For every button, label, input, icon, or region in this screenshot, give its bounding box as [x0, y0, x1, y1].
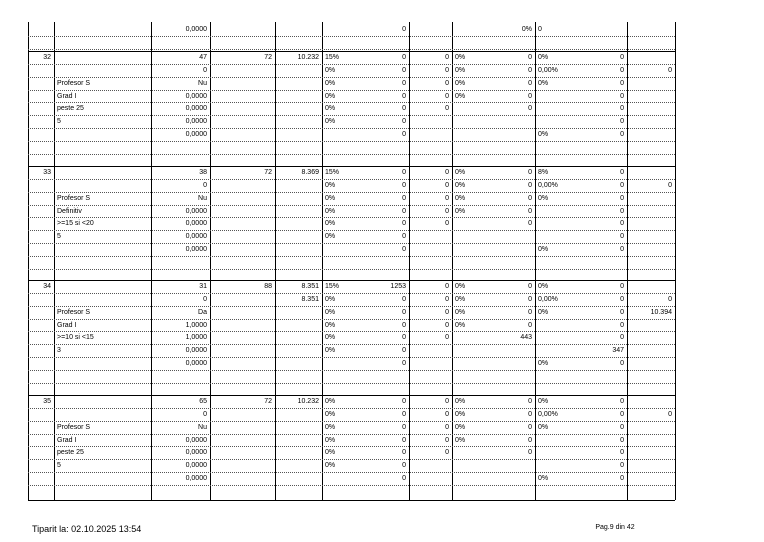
- table-cell: 0: [402, 308, 406, 316]
- table-cell: 0%: [538, 398, 549, 405]
- table-cell: 0,00%: [538, 181, 558, 189]
- table-cell: 0: [528, 321, 532, 329]
- table-cell: 0: [668, 181, 672, 189]
- column-divider: [627, 22, 628, 500]
- table-cell: 5: [57, 233, 61, 241]
- table-cell: 0: [620, 308, 624, 316]
- table-cell: 0%: [455, 169, 466, 176]
- table-cell: 31: [199, 283, 207, 290]
- row-separator: [28, 357, 675, 358]
- table-cell: 0: [620, 475, 624, 483]
- table-cell: 0: [402, 410, 406, 418]
- table-cell: 0%: [325, 410, 336, 418]
- table-cell: 72: [264, 398, 272, 405]
- table-cell: 0%: [325, 423, 336, 431]
- table-cell: 34: [43, 283, 51, 290]
- row-separator: [28, 408, 675, 409]
- table-cell: >=10 si <15: [57, 334, 94, 342]
- table-cell: 0: [528, 207, 532, 215]
- table-cell: 0%: [325, 436, 336, 444]
- table-cell: 0: [402, 436, 406, 444]
- table-cell: 0%: [325, 220, 336, 228]
- table-cell: 0: [528, 423, 532, 431]
- row-separator: [28, 331, 675, 332]
- table-cell: 8%: [538, 169, 549, 176]
- table-cell: Da: [198, 308, 207, 316]
- table-cell: 47: [199, 54, 207, 61]
- table-cell: 0: [445, 436, 449, 444]
- table-cell: 0: [402, 220, 406, 228]
- table-cell: 0%: [455, 54, 466, 61]
- row-separator: [28, 179, 675, 180]
- row-separator: [28, 154, 675, 155]
- table-cell: 0: [620, 334, 624, 342]
- table-cell: 0: [620, 131, 624, 139]
- row-separator: [28, 217, 675, 218]
- table-cell: 0: [528, 398, 532, 405]
- table-cell: 0: [620, 54, 624, 61]
- table-cell: 0: [445, 220, 449, 228]
- table-cell: 0%: [455, 181, 466, 189]
- table-cell: 15%: [325, 54, 340, 61]
- table-cell: 0: [445, 334, 449, 342]
- table-cell: 0%: [455, 283, 466, 290]
- table-cell: 5: [57, 118, 61, 126]
- table-cell: 0,00%: [538, 295, 558, 303]
- table-cell: Nu: [198, 79, 207, 87]
- table-cell: 0: [445, 92, 449, 100]
- table-cell: peste 25: [57, 105, 84, 113]
- table-cell: 0: [620, 220, 624, 228]
- table-cell: 0: [402, 66, 406, 74]
- table-cell: 0: [620, 410, 624, 418]
- row-separator: [28, 485, 675, 486]
- row-separator: [28, 306, 675, 307]
- row-separator: [28, 90, 675, 91]
- table-cell: 0: [445, 169, 449, 176]
- table-cell: 0: [620, 118, 624, 126]
- table-cell: 0%: [325, 118, 336, 126]
- table-cell: 10.232: [297, 54, 319, 61]
- table-cell: 0,00%: [538, 410, 558, 418]
- table-cell: 0%: [325, 321, 336, 329]
- group-border: [28, 166, 675, 167]
- row-separator: [28, 192, 675, 193]
- table-cell: 0: [528, 295, 532, 303]
- row-separator: [28, 49, 675, 50]
- table-cell: 0: [620, 283, 624, 290]
- table-cell: 0,0000: [185, 92, 207, 100]
- table-cell: 0: [528, 79, 532, 87]
- table-cell: 0: [402, 79, 406, 87]
- table-cell: 0: [402, 26, 406, 33]
- table-cell: 0: [445, 194, 449, 202]
- table-cell: 0: [528, 220, 532, 228]
- table-cell: 0: [445, 423, 449, 431]
- table-cell: 0: [402, 169, 406, 176]
- row-separator: [28, 293, 675, 294]
- table-cell: 0%: [455, 92, 466, 100]
- table-cell: 8.351: [301, 295, 319, 303]
- table-cell: 0%: [325, 66, 336, 74]
- table-cell: 0: [402, 398, 406, 405]
- row-separator: [28, 472, 675, 473]
- table-cell: 0: [402, 105, 406, 113]
- table-cell: 0%: [455, 66, 466, 74]
- table-cell: 0: [445, 207, 449, 215]
- table-cell: 0: [620, 246, 624, 254]
- table-cell: 0: [528, 283, 532, 290]
- table-cell: 0: [445, 181, 449, 189]
- group-border: [28, 51, 675, 52]
- table-cell: 0: [445, 105, 449, 113]
- table-cell: 15%: [325, 283, 340, 290]
- table-cell: 0%: [325, 308, 336, 316]
- table-cell: 0,0000: [185, 475, 207, 483]
- row-separator: [28, 141, 675, 142]
- table-cell: Nu: [198, 194, 207, 202]
- table-cell: 0: [620, 295, 624, 303]
- table-cell: 0: [402, 462, 406, 470]
- table-cell: 0: [620, 360, 624, 368]
- table-cell: 0: [620, 398, 624, 405]
- table-cell: 0,0000: [185, 436, 207, 444]
- table-cell: Definitiv: [57, 207, 82, 215]
- table-cell: 0,0000: [185, 26, 207, 33]
- table-cell: 0,0000: [185, 246, 207, 254]
- table-cell: 0: [402, 360, 406, 368]
- table-cell: 0%: [325, 462, 336, 470]
- column-divider: [54, 22, 55, 500]
- table-cell: 0%: [538, 360, 549, 368]
- table-cell: 0%: [455, 423, 466, 431]
- row-separator: [28, 64, 675, 65]
- table-cell: 0%: [325, 194, 336, 202]
- row-separator: [28, 205, 675, 206]
- table-cell: 0: [528, 105, 532, 113]
- column-divider: [409, 22, 410, 500]
- column-divider: [452, 22, 453, 500]
- table-cell: 3: [57, 347, 61, 355]
- table-cell: 10.394: [650, 308, 672, 316]
- table-cell: 65: [199, 398, 207, 405]
- table-cell: 0: [620, 207, 624, 215]
- column-divider: [535, 22, 536, 500]
- table-cell: 0: [203, 410, 207, 418]
- table-cell: 0: [528, 436, 532, 444]
- table-cell: 0: [620, 233, 624, 241]
- table-cell: 0,0000: [185, 207, 207, 215]
- table-cell: 0: [528, 169, 532, 176]
- table-cell: peste 25: [57, 449, 84, 457]
- table-cell: 0: [402, 246, 406, 254]
- table-cell: 0: [402, 92, 406, 100]
- table-cell: 72: [264, 169, 272, 176]
- table-cell: 0: [620, 449, 624, 457]
- table-cell: 1,0000: [185, 321, 207, 329]
- table-cell: 0: [445, 308, 449, 316]
- table-cell: 0%: [325, 79, 336, 87]
- column-divider: [322, 22, 323, 500]
- table-cell: 0: [402, 233, 406, 241]
- table-cell: 0%: [325, 207, 336, 215]
- table-cell: 0%: [521, 26, 532, 33]
- row-separator: [28, 230, 675, 231]
- table-cell: 0: [402, 347, 406, 355]
- table-cell: 15%: [325, 169, 340, 176]
- table-cell: 0: [528, 181, 532, 189]
- table-cell: 0%: [325, 449, 336, 457]
- table-cell: 0%: [455, 321, 466, 329]
- table-cell: 0: [203, 181, 207, 189]
- table-cell: 0: [445, 398, 449, 405]
- table-cell: 0: [445, 79, 449, 87]
- table-cell: 0%: [325, 105, 336, 113]
- table-cell: 0: [620, 79, 624, 87]
- row-separator: [28, 383, 675, 384]
- table-cell: 0,0000: [185, 105, 207, 113]
- table-cell: 347: [612, 347, 624, 355]
- table-cell: 0: [445, 283, 449, 290]
- table-cell: 10.232: [297, 398, 319, 405]
- table-cell: 0: [528, 54, 532, 61]
- table-cell: 0%: [538, 54, 549, 61]
- table-cell: 0: [620, 194, 624, 202]
- group-border: [28, 395, 675, 396]
- table-cell: Profesor S: [57, 308, 91, 316]
- table-cell: 0: [620, 92, 624, 100]
- table-cell: 0%: [538, 308, 549, 316]
- table-cell: Profesor S: [57, 194, 91, 202]
- table-cell: 0: [402, 475, 406, 483]
- table-cell: 0%: [455, 295, 466, 303]
- table-cell: 0: [668, 66, 672, 74]
- table-cell: 0: [620, 66, 624, 74]
- table-cell: 0: [203, 295, 207, 303]
- table-cell: 0: [402, 295, 406, 303]
- table-cell: Grad I: [57, 321, 77, 329]
- table-cell: 0: [620, 423, 624, 431]
- row-separator: [28, 269, 675, 270]
- row-separator: [28, 243, 675, 244]
- table-cell: 0: [528, 449, 532, 457]
- table-cell: 0%: [325, 295, 336, 303]
- table-cell: 8.351: [301, 283, 319, 290]
- table-cell: 0%: [538, 283, 549, 290]
- row-separator: [28, 459, 675, 460]
- table-cell: 0%: [325, 398, 336, 405]
- row-separator: [28, 256, 675, 257]
- column-divider: [275, 22, 276, 500]
- table-cell: 0: [528, 410, 532, 418]
- table-cell: 0: [445, 66, 449, 74]
- table-cell: 0%: [538, 79, 549, 87]
- table-cell: 0: [402, 131, 406, 139]
- table-cell: 0%: [325, 347, 336, 355]
- table-cell: 8.369: [301, 169, 319, 176]
- row-separator: [28, 115, 675, 116]
- table-cell: 0,0000: [185, 462, 207, 470]
- table-cell: 0%: [455, 436, 466, 444]
- row-separator: [28, 446, 675, 447]
- table-cell: 35: [43, 398, 51, 405]
- table-cell: 0: [402, 118, 406, 126]
- table-cell: 1253: [390, 283, 406, 290]
- table-cell: 0%: [455, 207, 466, 215]
- table-cell: 0: [620, 169, 624, 176]
- table-cell: 0,0000: [185, 360, 207, 368]
- table-cell: 0: [402, 207, 406, 215]
- table-cell: 0%: [538, 246, 549, 254]
- table-cell: 0%: [325, 334, 336, 342]
- row-separator: [28, 370, 675, 371]
- table-cell: 0%: [455, 398, 466, 405]
- table-cell: Profesor S: [57, 79, 91, 87]
- table-cell: 5: [57, 462, 61, 470]
- print-timestamp: Tiparit la: 02.10.2025 13:54: [32, 524, 142, 534]
- table-cell: 0%: [325, 181, 336, 189]
- table-cell: >=15 si <20: [57, 220, 94, 228]
- table-cell: 0: [445, 321, 449, 329]
- row-separator: [28, 344, 675, 345]
- table-cell: 0,0000: [185, 131, 207, 139]
- table-cell: 0: [620, 105, 624, 113]
- row-separator: [28, 434, 675, 435]
- row-separator: [28, 319, 675, 320]
- table-cell: 0: [402, 321, 406, 329]
- table-cell: 0: [402, 334, 406, 342]
- table-cell: 0,0000: [185, 118, 207, 126]
- table-cell: 0: [528, 66, 532, 74]
- table-cell: 0: [668, 295, 672, 303]
- table-cell: 0%: [325, 92, 336, 100]
- table-cell: 0: [445, 449, 449, 457]
- table-cell: 0%: [538, 194, 549, 202]
- table-cell: 0%: [455, 79, 466, 87]
- table-cell: 0: [402, 423, 406, 431]
- table-cell: 0: [445, 54, 449, 61]
- page-number: Pag.9 din 42: [595, 524, 635, 531]
- table-cell: 0: [620, 181, 624, 189]
- table-cell: 0,0000: [185, 220, 207, 228]
- row-separator: [28, 421, 675, 422]
- column-divider: [28, 22, 29, 500]
- table-cell: 0: [402, 181, 406, 189]
- table-cell: 0%: [455, 410, 466, 418]
- row-separator: [28, 36, 675, 37]
- table-cell: 0: [402, 449, 406, 457]
- table-cell: 32: [43, 54, 51, 61]
- table-cell: 0: [402, 194, 406, 202]
- table-cell: 1,0000: [185, 334, 207, 342]
- table-cell: 0: [203, 66, 207, 74]
- table-cell: 443: [520, 334, 532, 342]
- table-cell: 0%: [538, 131, 549, 139]
- column-divider: [151, 22, 152, 500]
- table-cell: 0: [620, 462, 624, 470]
- table-cell: 0: [620, 436, 624, 444]
- table-cell: 0%: [538, 475, 549, 483]
- table-cell: 0: [402, 54, 406, 61]
- table-cell: Profesor S: [57, 423, 91, 431]
- row-separator: [28, 102, 675, 103]
- table-cell: 0,0000: [185, 347, 207, 355]
- table-cell: 33: [43, 169, 51, 176]
- column-divider: [675, 22, 676, 500]
- table-cell: 0,0000: [185, 233, 207, 241]
- table-cell: 88: [264, 283, 272, 290]
- table-cell: Grad I: [57, 436, 77, 444]
- table-cell: Nu: [198, 423, 207, 431]
- table-cell: 0: [445, 410, 449, 418]
- table-cell: 0: [538, 26, 542, 33]
- table-cell: 0,00%: [538, 66, 558, 74]
- table-cell: 0: [668, 410, 672, 418]
- row-separator: [28, 77, 675, 78]
- column-divider: [210, 22, 211, 500]
- table-cell: 0%: [455, 308, 466, 316]
- table-cell: 0: [528, 308, 532, 316]
- table-cell: 0%: [325, 233, 336, 241]
- table-cell: 0%: [455, 194, 466, 202]
- row-separator: [28, 128, 675, 129]
- table-cell: 0: [445, 295, 449, 303]
- table-cell: 38: [199, 169, 207, 176]
- table-bottom-border: [28, 500, 675, 501]
- table-cell: 0,0000: [185, 449, 207, 457]
- table-cell: 0%: [538, 423, 549, 431]
- table-cell: 72: [264, 54, 272, 61]
- group-border: [28, 280, 675, 281]
- table-cell: 0: [620, 321, 624, 329]
- table-cell: 0: [528, 194, 532, 202]
- table-cell: 0: [528, 92, 532, 100]
- table-cell: Grad I: [57, 92, 77, 100]
